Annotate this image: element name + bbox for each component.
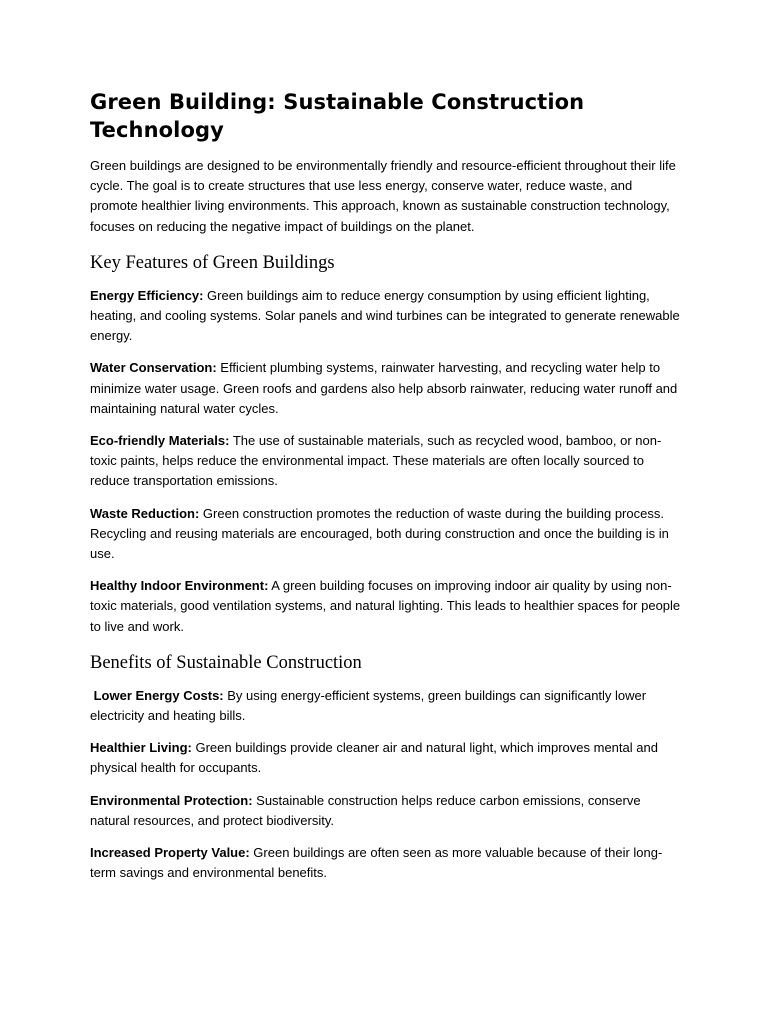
benefit-label: Healthier Living: <box>90 740 192 756</box>
feature-text: A green building focuses on improving indoor air quality by using non-toxic materials, good ventilation systems, and natural lighting. This leads to healthier spaces for people to live and work. <box>90 578 681 634</box>
document-page <box>90 88 682 895</box>
feature-label: Waste Reduction: <box>90 505 200 521</box>
feature-text: Green buildings aim to reduce energy consumption by using efficient lighting, heating, and cooling systems. Solar panels and wind turbines can be integrated to generate renewable energy. <box>90 287 680 344</box>
feature-text: The use of sustainable materials, such as recycled wood, bamboo, or non-toxic paints, helps reduce the environmental impact. These materials are often locally sourced to reduce transportation emissions. <box>90 433 662 489</box>
intro-paragraph: Green buildings are designed to be environmentally friendly and resource-efficient throughout their life cycle. The goal is to create structures that use less energy, conserve water, reduce waste, and promote healthier living environments. This approach, known as sustainable construction technology, focuses on reducing the negative impact of buildings on the planet. <box>90 158 676 234</box>
feature-label: Energy Efficiency: <box>90 287 204 303</box>
features-heading: Key Features of Green Buildings <box>90 252 335 273</box>
feature-label: Eco-friendly Materials: <box>90 433 230 449</box>
feature-item-waste-reduction <box>90 504 682 565</box>
benefit-label: Lower Energy Costs: <box>90 687 224 703</box>
benefit-text: Green buildings are often seen as more valuable because of their long-term savings and environmental benefits. <box>90 845 663 881</box>
benefit-label: Environmental Protection: <box>90 792 253 808</box>
feature-item-healthy-indoor-environment <box>90 576 682 637</box>
feature-item-water-conservation <box>90 358 682 419</box>
benefits-heading: Benefits of Sustainable Construction <box>90 652 362 673</box>
benefit-text: Green buildings provide cleaner air and natural light, which improves mental and physical health for occupants. <box>90 740 658 776</box>
benefit-item-healthier-living <box>90 738 682 778</box>
feature-text: Green construction promotes the reduction of waste during the building process. Recycling and reusing materials are encouraged, both during construction and once the building is in use. <box>90 505 669 562</box>
feature-label: Water Conservation: <box>90 360 217 376</box>
benefit-item-increased-property-value <box>90 843 682 883</box>
document-title: Green Building: Sustainable Construction Technology <box>90 90 585 142</box>
benefit-item-lower-energy-costs <box>90 686 682 726</box>
feature-label: Healthy Indoor Environment: <box>90 578 269 594</box>
benefit-item-environmental-protection <box>90 791 682 831</box>
benefit-label: Increased Property Value: <box>90 845 250 861</box>
feature-text: Efficient plumbing systems, rainwater harvesting, and recycling water help to minimize water usage. Green roofs and gardens also help absorb rainwater, reducing water runoff and maintaining natural water cycles. <box>90 360 678 416</box>
feature-item-eco-friendly-materials <box>90 431 682 492</box>
benefit-text: By using energy-efficient systems, green buildings can significantly lower electricity and heating bills. <box>90 687 647 724</box>
benefit-text: Sustainable construction helps reduce carbon emissions, conserve natural resources, and protect biodiversity. <box>90 792 641 828</box>
feature-item-energy-efficiency <box>90 286 682 347</box>
